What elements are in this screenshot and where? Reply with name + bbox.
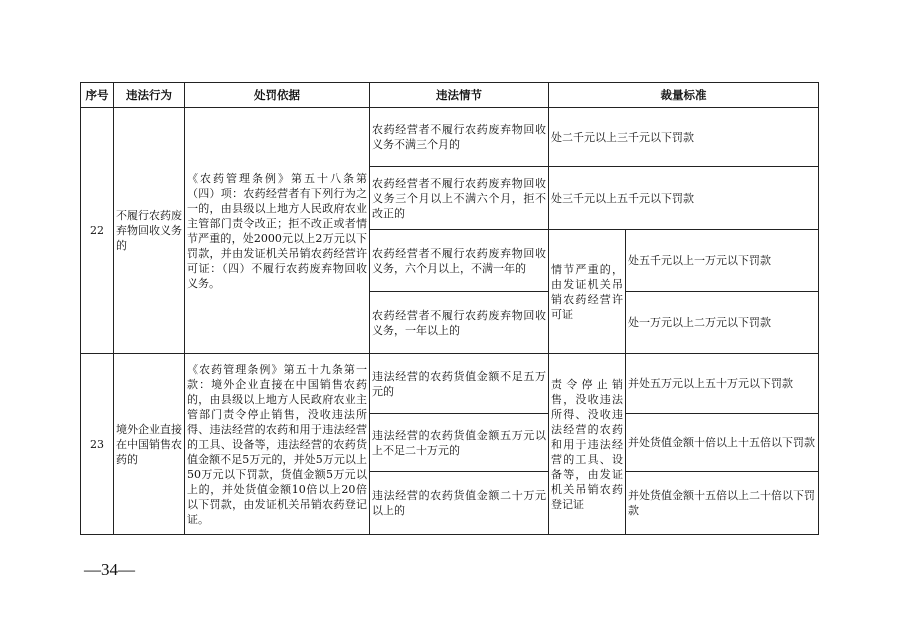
row23-basis: 《农药管理条例》第五十九条第一款：境外企业直接在中国销售农药的，由县级以上地方人民政府农业主管部门责令停止销售，没收违法所得、违法经营的农药和用于违法经营的工具、设备等，违法经营的农药货值金额不足5万元的，并处5万元以上50万元以下罚款，货值金额5万元以上的，并处货值金额10倍以上20倍以下罚款，由发证机关吊销农药登记证。 — [185, 354, 370, 535]
row23-standard-2: 并处货值金额十倍以上十五倍以下罚款 — [626, 414, 819, 472]
row22-circumstance-3: 农药经营者不履行农药废弃物回收义务，六个月以上，不满一年的 — [370, 230, 549, 292]
row22-severe-merged: 情节严重的，由发证机关吊销农药经营许可证 — [549, 230, 626, 354]
row22-seq: 22 — [81, 108, 114, 354]
table-header-row — [81, 83, 819, 108]
header-standard: 裁量标准 — [549, 83, 819, 108]
penalty-standard-table — [80, 82, 819, 535]
row22-standard-4: 处一万元以上二万元以下罚款 — [626, 292, 819, 354]
table-row — [81, 108, 819, 167]
row23-circumstance-3: 违法经营的农药货值金额二十万元以上的 — [370, 472, 549, 535]
row22-standard-1: 处二千元以上三千元以下罚款 — [549, 108, 819, 167]
header-seq: 序号 — [81, 83, 114, 108]
header-basis: 处罚依据 — [185, 83, 370, 108]
row23-merged-measures: 责令停止销售，没收违法所得、没收违法经营的农药和用于违法经营的工具、设备等，由发证机关吊销农药登记证 — [549, 354, 626, 535]
row23-circumstance-2: 违法经营的农药货值金额五万元以上不足二十万元的 — [370, 414, 549, 472]
row23-circumstance-1: 违法经营的农药货值金额不足五万元的 — [370, 354, 549, 414]
page-number: —34— — [84, 560, 135, 579]
header-circumstance: 违法情节 — [370, 83, 549, 108]
row23-standard-3: 并处货值金额十五倍以上二十倍以下罚款 — [626, 472, 819, 535]
row22-circumstance-1: 农药经营者不履行农药废弃物回收义务不满三个月的 — [370, 108, 549, 167]
row22-standard-2: 处三千元以上五千元以下罚款 — [549, 167, 819, 230]
row22-violation: 不履行农药废弃物回收义务的 — [114, 108, 185, 354]
row23-violation: 境外企业直接在中国销售农药的 — [114, 354, 185, 535]
row22-circumstance-2: 农药经营者不履行农药废弃物回收义务三个月以上不满六个月，拒不改正的 — [370, 167, 549, 230]
row23-seq: 23 — [81, 354, 114, 535]
row23-standard-1: 并处五万元以上五十万元以下罚款 — [626, 354, 819, 414]
table-row — [81, 354, 819, 414]
row22-circumstance-4: 农药经营者不履行农药废弃物回收义务，一年以上的 — [370, 292, 549, 354]
row22-standard-3: 处五千元以上一万元以下罚款 — [626, 230, 819, 292]
header-violation: 违法行为 — [114, 83, 185, 108]
row22-basis: 《农药管理条例》第五十八条第（四）项：农药经营者有下列行为之一的，由县级以上地方人民政府农业主管部门责令改正；拒不改正或者情节严重的，处2000元以上2万元以下罚款，并由发证机关吊销农药经营许可证：（四）不履行农药废弃物回收义务。 — [185, 108, 370, 354]
